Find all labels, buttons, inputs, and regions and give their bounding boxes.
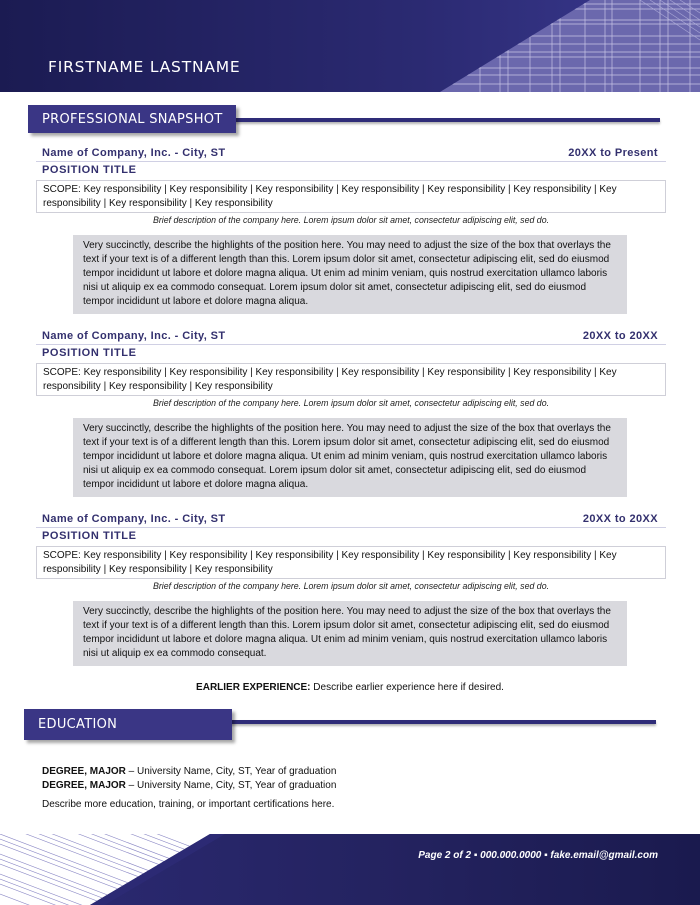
company-row [36, 329, 666, 345]
degree-line [42, 779, 336, 793]
highlights-box: Very succinctly, describe the highlights of the position here. You may need to adjust the size of the box that overlays the text if your text is of a different length than this. Lorem ipsum dolor sit amet, consectetur adipiscing elit, sed do eiusmod tempor incididunt ut labore et dolore magna aliqua. Ut enim ad minim veniam, quis nostrud exercitation ullamco laboris nisi ut aliquip ex ea commodo consequat. [73, 601, 627, 666]
earlier-experience-label: EARLIER EXPERIENCE: [196, 682, 311, 693]
header-grid-decoration [0, 0, 700, 92]
scope-box: SCOPE: Key responsibility | Key responsibility | Key responsibility | Key responsibility | Key responsibility | Key responsibility | Key responsibility | Key responsibility | Key responsibility [36, 180, 666, 213]
section-title-snapshot: PROFESSIONAL SNAPSHOT [28, 105, 236, 133]
page-header [0, 0, 700, 92]
page-footer [0, 834, 700, 905]
footer-contact: Page 2 of 2 ▪ 000.000.0000 ▪ fake.email@gmail.com [418, 850, 658, 861]
company-name: Name of Company, Inc. - City, ST [42, 513, 226, 525]
earlier-experience [0, 682, 700, 693]
candidate-name: FIRSTNAME LASTNAME [48, 58, 241, 76]
section-rule [226, 720, 656, 724]
section-rule [230, 118, 660, 122]
highlights-box: Very succinctly, describe the highlights of the position here. You may need to adjust the size of the box that overlays the text if your text is of a different length than this. Lorem ipsum dolor sit amet, consectetur adipiscing elit, sed do eiusmod tempor incididunt ut labore et dolore magna aliqua. Ut enim ad minim veniam, quis nostrud exercitation ullamco laboris nisi ut aliquip ex ea commodo consequat. Lorem ipsum dolor sit amet, consectetur adipiscing elit, sed do eiusmod tempor incididunt ut labore et dolore magna aliqua. [73, 418, 627, 497]
employment-dates: 20XX to 20XX [582, 330, 658, 342]
company-name: Name of Company, Inc. - City, ST [42, 147, 226, 159]
earlier-experience-text: Describe earlier experience here if desired. [310, 682, 504, 693]
job-entry [36, 512, 666, 666]
company-brief: Brief description of the company here. Lorem ipsum dolor sit amet, consectetur adipiscing elit, sed do. [152, 215, 550, 225]
scope-box: SCOPE: Key responsibility | Key responsibility | Key responsibility | Key responsibility | Key responsibility | Key responsibility | Key responsibility | Key responsibility | Key responsibility [36, 363, 666, 396]
degree-detail: – University Name, City, ST, Year of graduation [125, 766, 337, 777]
company-name: Name of Company, Inc. - City, ST [42, 330, 226, 342]
company-row [36, 512, 666, 528]
company-brief: Brief description of the company here. Lorem ipsum dolor sit amet, consectetur adipiscing elit, sed do. [152, 398, 550, 408]
position-title: POSITION TITLE [42, 164, 137, 176]
section-title-education: EDUCATION [24, 709, 232, 740]
position-title: POSITION TITLE [42, 530, 137, 542]
degree-line [42, 765, 336, 779]
footer-grid-decoration [0, 834, 700, 905]
employment-dates: 20XX to 20XX [582, 513, 658, 525]
employment-dates: 20XX to Present [568, 147, 658, 159]
education-list [42, 765, 336, 793]
degree-detail: – University Name, City, ST, Year of graduation [125, 780, 337, 791]
job-entry [36, 146, 666, 314]
job-entry [36, 329, 666, 497]
education-extra: Describe more education, training, or important certifications here. [42, 799, 335, 810]
position-title: POSITION TITLE [42, 347, 137, 359]
company-brief: Brief description of the company here. Lorem ipsum dolor sit amet, consectetur adipiscing elit, sed do. [152, 581, 550, 591]
highlights-box: Very succinctly, describe the highlights of the position here. You may need to adjust the size of the box that overlays the text if your text is of a different length than this. Lorem ipsum dolor sit amet, consectetur adipiscing elit, sed do eiusmod tempor incididunt ut labore et dolore magna aliqua. Ut enim ad minim veniam, quis nostrud exercitation ullamco laboris nisi ut aliquip ex ea commodo consequat. Lorem ipsum dolor sit amet, consectetur adipiscing elit, sed do eiusmod tempor incididunt ut labore et dolore magna aliqua. [73, 235, 627, 314]
degree-name: DEGREE, MAJOR [42, 766, 126, 777]
company-row [36, 146, 666, 162]
scope-box: SCOPE: Key responsibility | Key responsibility | Key responsibility | Key responsibility | Key responsibility | Key responsibility | Key responsibility | Key responsibility | Key responsibility [36, 546, 666, 579]
degree-name: DEGREE, MAJOR [42, 780, 126, 791]
